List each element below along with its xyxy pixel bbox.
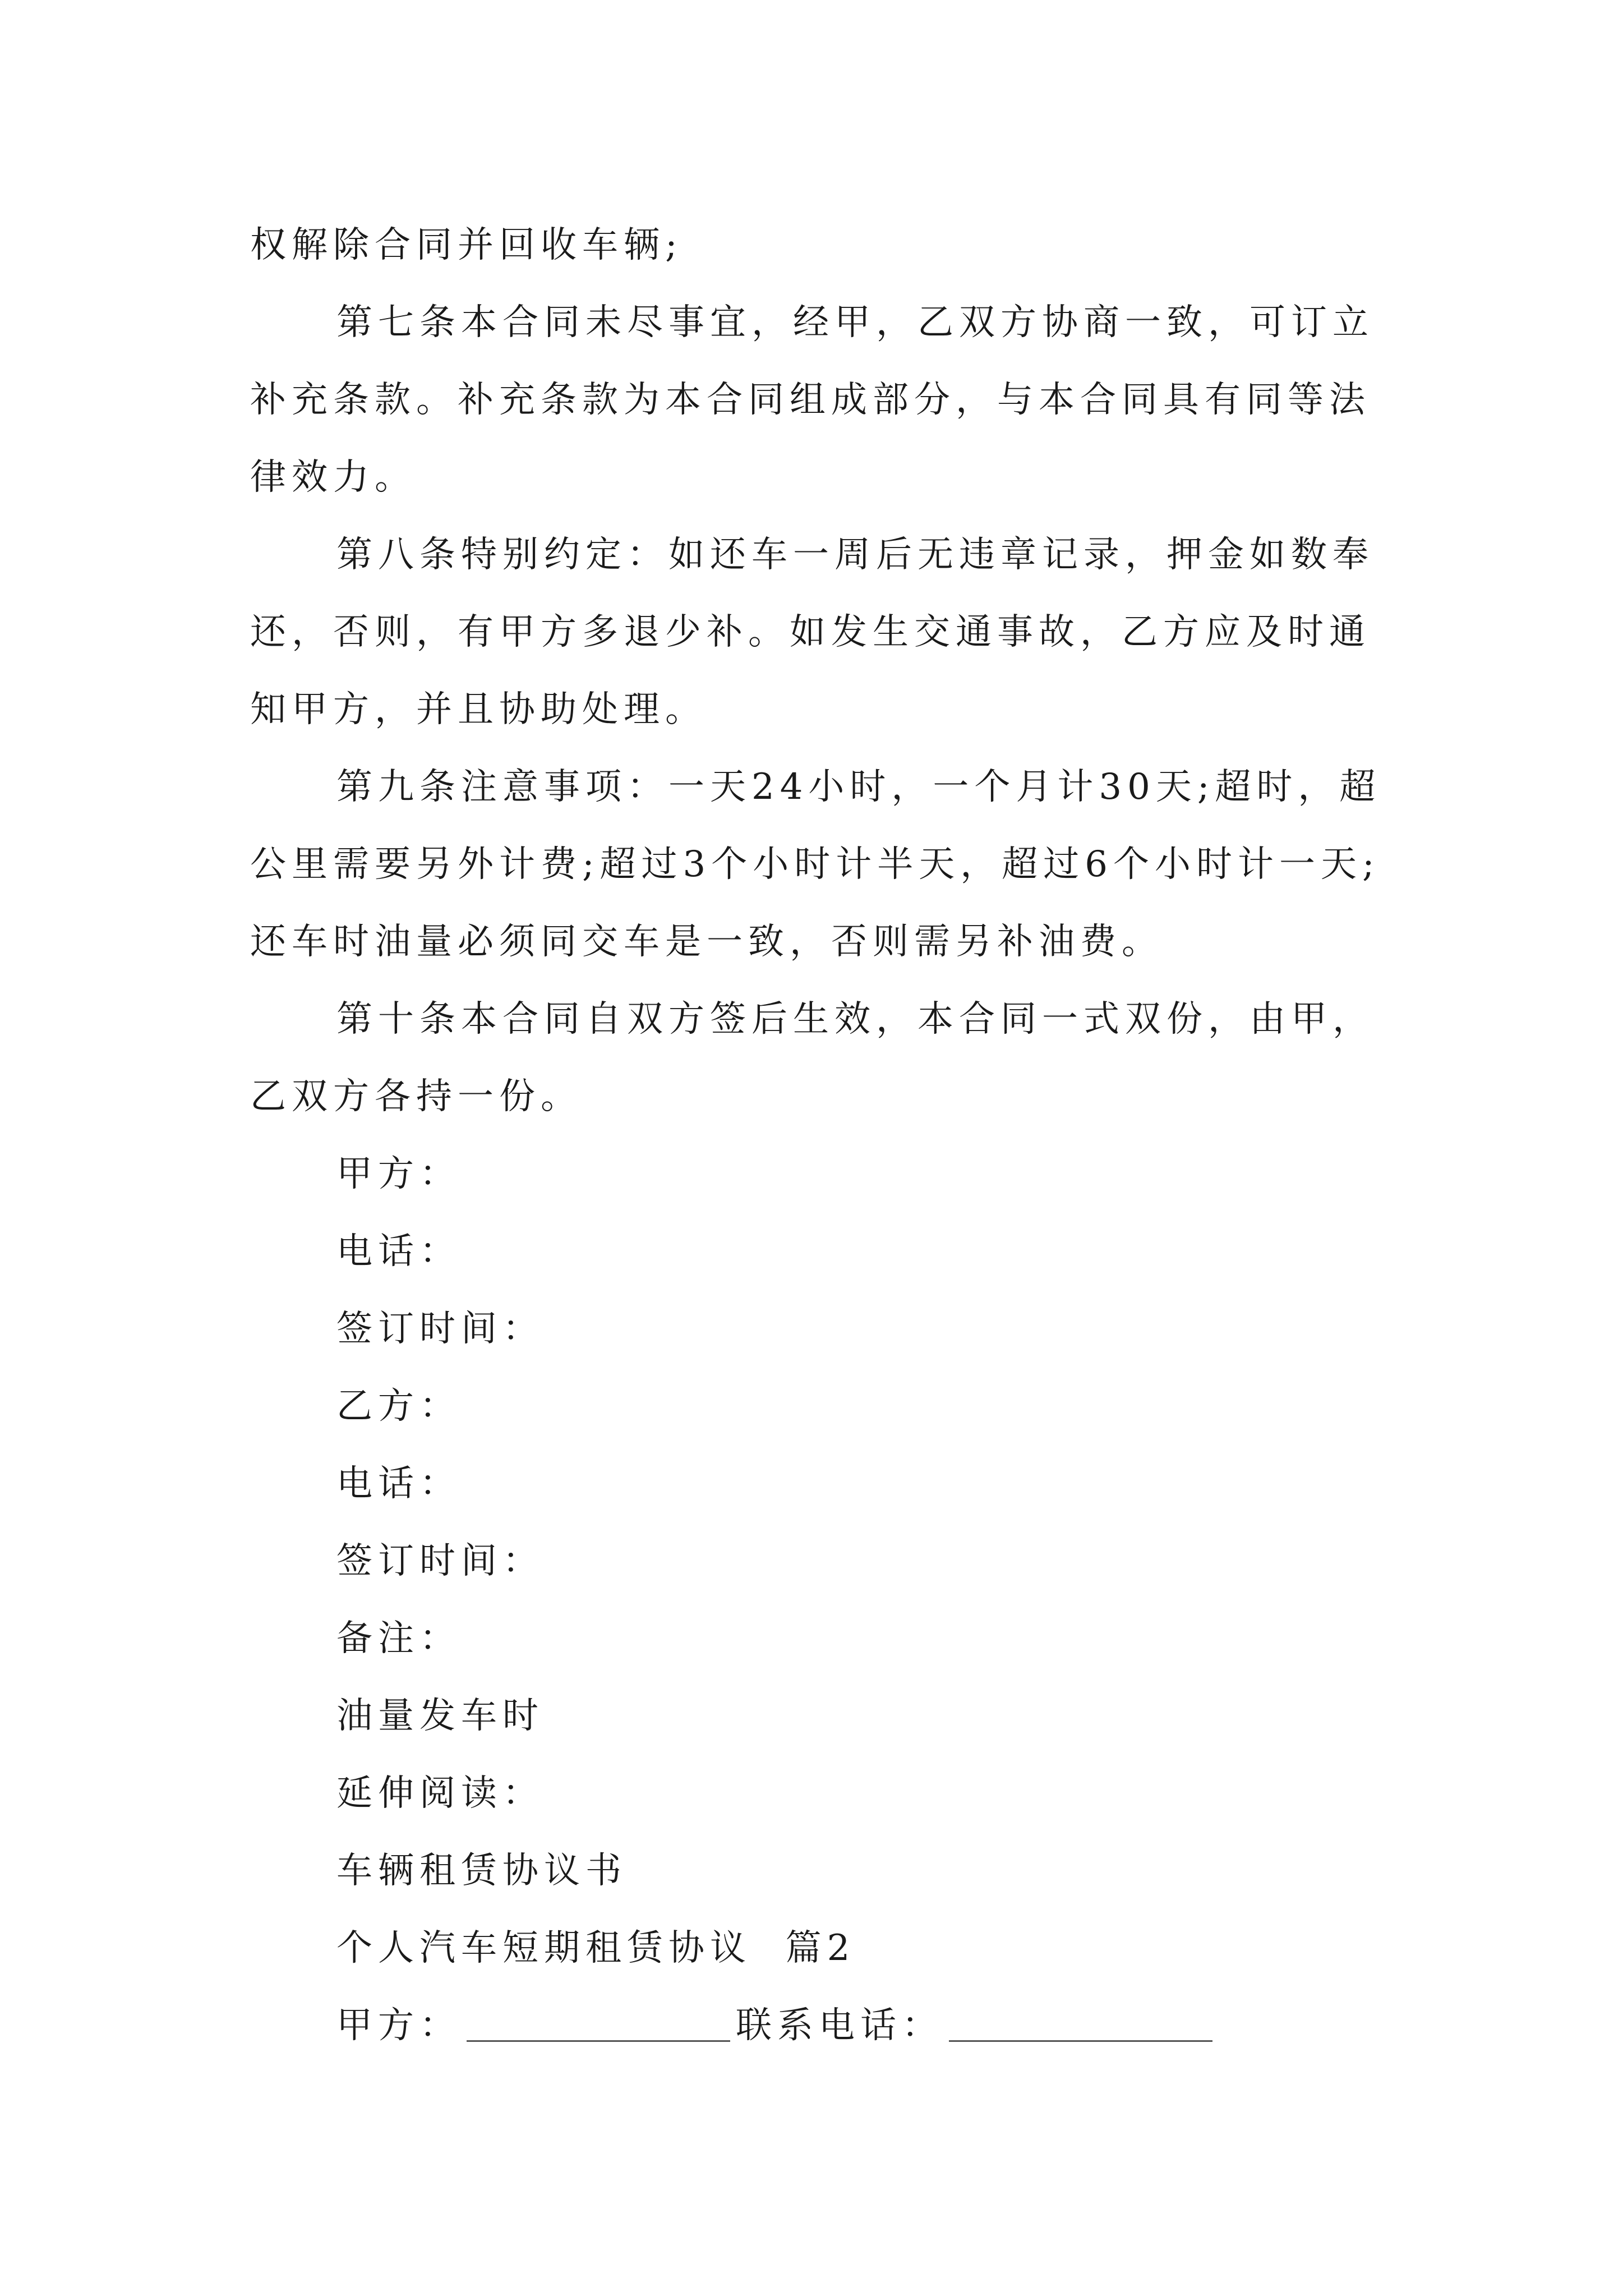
party-a-blank [467, 2038, 730, 2042]
related-title-line: 车辆租赁协议书 [336, 1850, 627, 1892]
document-body [250, 206, 1389, 2064]
final-contact-line [250, 1987, 1389, 2064]
paragraph-article-8: 第八条特别约定：如还车一周后无违章记录，押金如数奉还，否则，有甲方多退少补。如发生交通事故，乙方应及时通知甲方，并且协助处理。 [250, 534, 1374, 730]
sign-time-b-line: 签订时间： [336, 1540, 544, 1582]
phone-b-line: 电话： [336, 1463, 461, 1504]
remarks-line: 备注： [336, 1618, 461, 1659]
phone-a-line: 电话： [336, 1231, 461, 1272]
sign-time-a-line: 签订时间： [336, 1308, 544, 1350]
paragraph-article-10: 第十条本合同自双方签后生效，本合同一式双份，由甲，乙双方各持一份。 [250, 999, 1374, 1117]
party-b-line: 乙方： [336, 1386, 461, 1427]
party-a-line: 甲方： [336, 1153, 461, 1195]
paragraph-article-9: 第九条注意事项：一天24小时，一个月计30天;超时，超公里需要另外计费;超过3个小时计半天，超过6个小时计一天;还车时油量必须同交车是一致，否则需另补油费。 [250, 766, 1381, 963]
phone-blank [949, 2038, 1212, 2042]
paragraph-termination-continuation: 权解除合同并回收车辆; [250, 224, 683, 266]
final-phone-label: 联系电话： [736, 2005, 943, 2046]
final-party-a-label: 甲方： [336, 2005, 461, 2046]
paragraph-article-7: 第七条本合同未尽事宜，经甲，乙双方协商一致，可订立补充条款。补充条款为本合同组成部分，与本合同具有同等法律效力。 [250, 302, 1374, 498]
extended-reading-line: 延伸阅读： [336, 1773, 544, 1814]
fuel-line: 油量发车时 [336, 1695, 544, 1737]
section-title-line: 个人汽车短期租赁协议 篇2 [336, 1927, 856, 1969]
